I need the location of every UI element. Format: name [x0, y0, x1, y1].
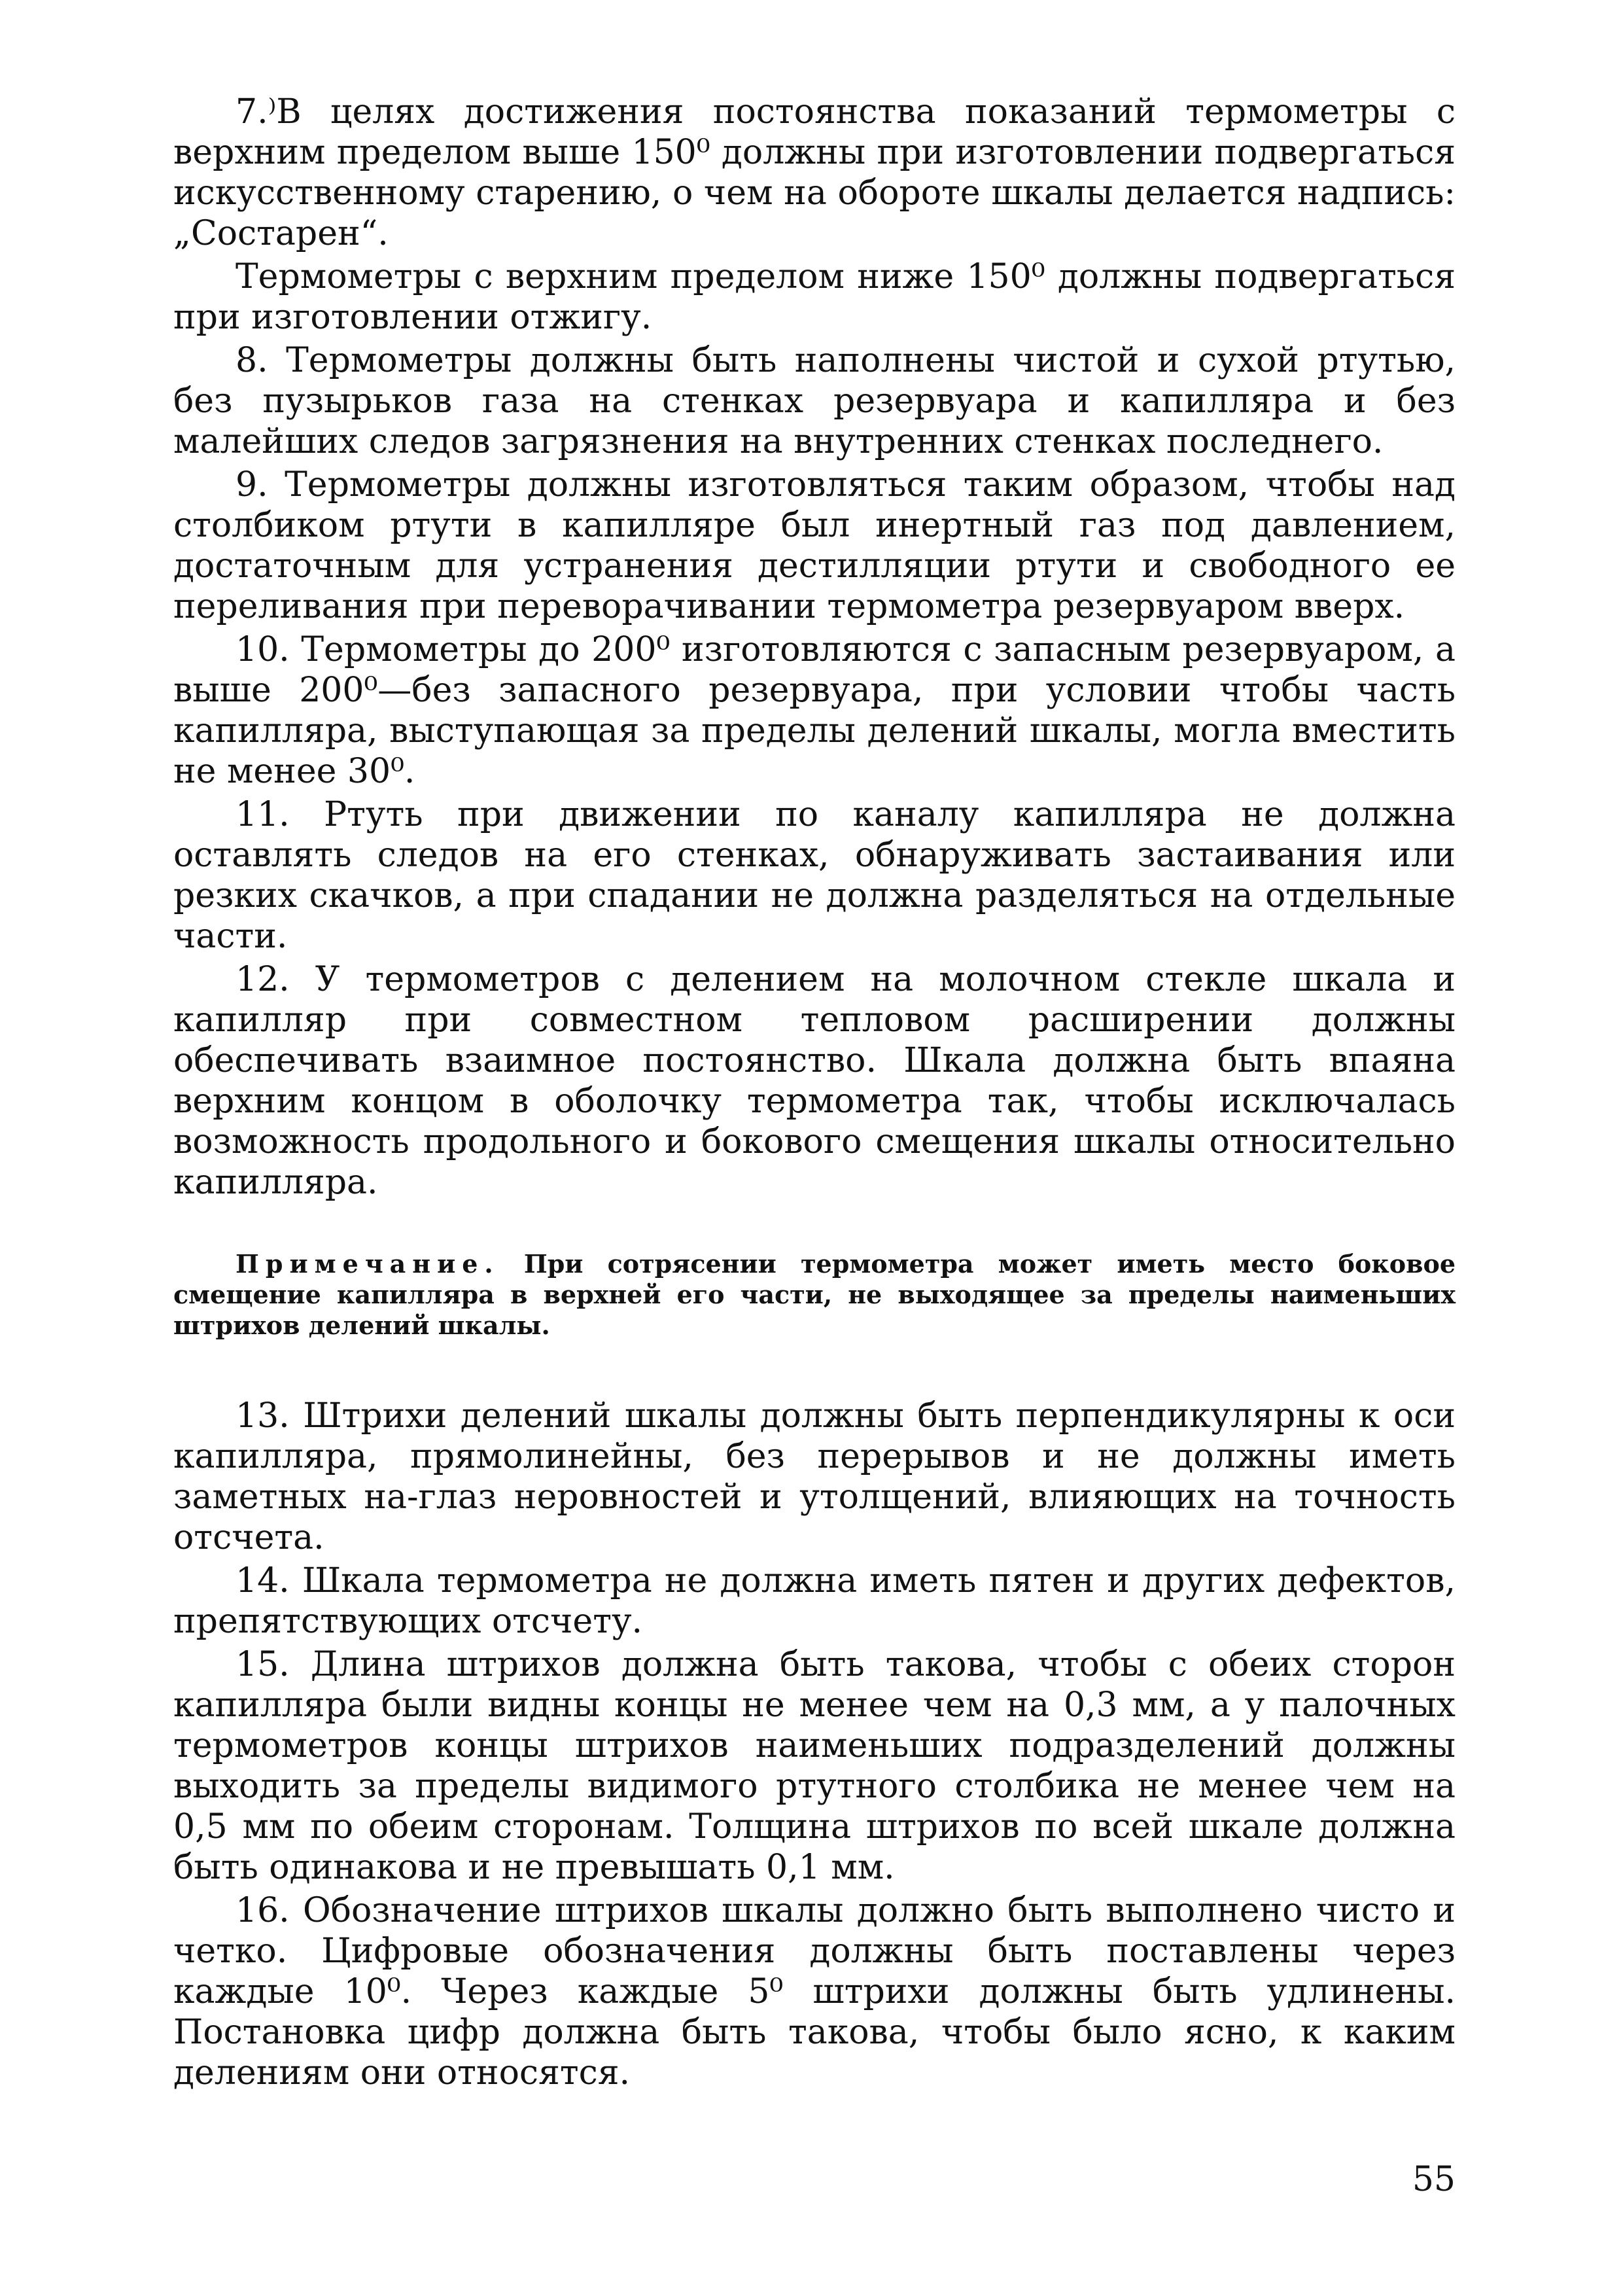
page-number: 55	[1412, 2160, 1456, 2199]
note-label: Примечание.	[236, 1249, 500, 1279]
paragraph-13: 13. Штрихи делений шкалы должны быть перпендикулярны к оси капилляра, прямолинейны, без перерывов и не должны иметь заметных на-глаз неровностей и утолщений, влияющих на точность отсчета.	[173, 1396, 1456, 1557]
paragraph-9: 9. Термометры должны изготовляться таким образом, чтобы над столбиком ртути в капилляре был инертный газ под давлением, достаточным для устранения дестилляции ртути и свободного ее переливания при переворачивании термометра резервуаром вверх.	[173, 465, 1456, 626]
note	[173, 1248, 1456, 1341]
paragraph-8: 8. Термометры должны быть наполнены чистой и сухой ртутью, без пузырьков газа на стенках резервуара и капилляра и без малейших следов загрязнения на внутренних стенках последнего.	[173, 341, 1456, 461]
paragraph-16: 16. Обозначение штрихов шкалы должно быть выполнено чисто и четко. Цифровые обозначения должны быть поставлены через каждые 10⁰. Через каждые 5⁰ штрихи должны быть удлинены. Постановка цифр должна быть такова, чтобы было ясно, к каким делениям они относятся.	[173, 1891, 1456, 2093]
paragraph-14: 14. Шкала термометра не должна иметь пятен и других дефектов, препятствующих отсчету.	[173, 1561, 1456, 1641]
paragraph-10: 10. Термометры до 200⁰ изготовляются с запасным резервуаром, а выше 200⁰—без запасного резервуара, при условии чтобы часть капилляра, выступающая за пределы делений шкалы, могла вместить не менее 30⁰.	[173, 630, 1456, 791]
paragraph-15: 15. Длина штрихов должна быть такова, чтобы с обеих сторон капилляра были видны концы не менее чем на 0,3 мм, а у палочных термометров концы штрихов наименьших подразделений должны выходить за пределы видимого ртутного столбика не менее чем на 0,5 мм по обеим сторонам. Толщина штрихов по всей шкале должна быть одинакова и не превышать 0,1 мм.	[173, 1645, 1456, 1887]
paragraph-12: 12. У термометров с делением на молочном стекле шкала и капилляр при совместном тепловом расширении должны обеспечивать взаимное постоянство. Шкала должна быть впаяна верхним концом в оболочку термометра так, чтобы исключалась возможность продольного и бокового смещения шкалы относительно капилляра.	[173, 960, 1456, 1202]
paragraph-7-annealing: Термометры с верхним пределом ниже 150⁰ должны подвергаться при изготовлении отжигу.	[173, 257, 1456, 337]
paragraph-7: 7.⁾В целях достижения постоянства показаний термометры с верхним пределом выше 150⁰ должны при изготовлении подвергаться искусственному старению, о чем на обороте шкалы делается надпись: „Состарен“.	[173, 92, 1456, 253]
page-body	[173, 92, 1456, 2096]
note-text: При сотрясении термометра может иметь место боковое смещение капилляра в верхней его части, не выходящее за пределы наименьших штрихов делений шкалы.	[173, 1249, 1456, 1340]
paragraph-11: 11. Ртуть при движении по каналу капилляра не должна оставлять следов на его стенках, обнаруживать застаивания или резких скачков, а при спадании не должна разделяться на отдельные части.	[173, 795, 1456, 956]
